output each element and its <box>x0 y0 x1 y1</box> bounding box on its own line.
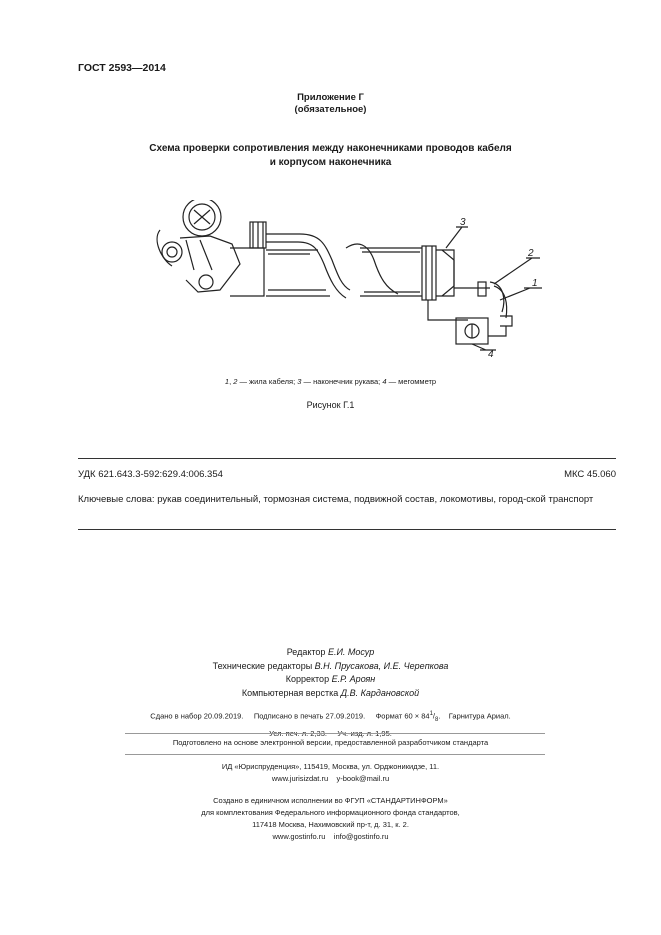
publisher-block <box>0 761 661 785</box>
callout-4: 4 <box>488 349 494 360</box>
tech-name: В.Н. Прусакова, И.Е. Черепкова <box>314 660 449 671</box>
print-format-den: 8 <box>435 717 439 723</box>
legend-sep: , <box>229 377 234 386</box>
editor-name: Е.И. Мосур <box>327 647 375 657</box>
layout-label: Компьютерная верстка <box>241 687 341 698</box>
divider-bottom <box>78 529 616 530</box>
corrector-name: Е.Р. Ароян <box>331 674 376 684</box>
divider-print <box>125 733 545 734</box>
publisher-email-link[interactable]: y-book@mail.ru <box>336 774 390 783</box>
credit-corrector <box>0 673 661 687</box>
credit-tech-editors <box>0 660 661 674</box>
creator-email-link[interactable]: info@gostinfo.ru <box>333 832 389 841</box>
legend-num-2: 2 <box>233 377 238 386</box>
test-circuit-drawing <box>428 282 512 344</box>
creator-block <box>0 795 661 843</box>
print-date-signed: Подписано в печать 27.09.2019. <box>253 711 366 721</box>
scheme-title <box>0 142 661 170</box>
print-font: Гарнитура Ариал. <box>448 711 511 721</box>
divider-top <box>78 458 616 459</box>
callout-1: 1 <box>532 278 538 289</box>
legend-text-2: — наконечник рукава; <box>301 377 383 386</box>
document-code: ГОСТ 2593—2014 <box>78 62 166 74</box>
publisher-site-link[interactable]: www.jurisizdat.ru <box>271 774 329 783</box>
scheme-title-line1: Схема проверки сопротивления между наконечниками проводов кабеля <box>149 143 512 154</box>
tech-label: Технические редакторы <box>212 660 315 671</box>
scheme-title-line2: и корпусом наконечника <box>269 157 392 168</box>
legend-num-1: 1 <box>224 377 230 386</box>
coupling-head-drawing <box>157 200 266 292</box>
mks-code: МКС 45.060 <box>564 469 616 480</box>
prepared-note: Подготовлено на основе электронной версии, предоставленной разработчиком стандарта <box>172 738 489 747</box>
credit-layout <box>0 687 661 701</box>
legend-num-4: 4 <box>382 377 387 386</box>
legend-text-1: — жила кабеля; <box>237 377 298 386</box>
print-format-num: 1 <box>429 711 433 717</box>
creator-site-link[interactable]: www.gostinfo.ru <box>272 832 326 841</box>
print-edit-sheets: Уч.-изд. л. 1,95. <box>337 729 392 738</box>
print-format-end: . <box>438 711 441 721</box>
udk-code: УДК 621.643.3-592:629.4:006.354 <box>78 469 223 480</box>
callout-3: 3 <box>460 217 466 228</box>
credits-block <box>0 646 661 700</box>
credit-editor <box>0 646 661 660</box>
creator-line-1: Создано в единичном исполнении во ФГУП «СТАНДАРТИНФОРМ» <box>213 796 448 805</box>
print-line-1: Сдано в набор 20.09.2019. Подписано в печать 27.09.2019. Формат $60 \times 84^1/_8$. Гарнитура Ариал. <box>150 711 511 723</box>
layout-name: Д.В. Кардановской <box>340 687 420 698</box>
creator-line-3: 117418 Москва, Нахимовский пр-т, д. 31, к. 2. <box>252 820 409 829</box>
print-format: Формат 60 × 84 <box>375 711 430 721</box>
print-date-set: Сдано в набор 20.09.2019. <box>150 711 244 721</box>
creator-line-2: для комплектования Федерального информационного фонда стандартов, <box>201 808 460 817</box>
hose-test-diagram <box>150 200 550 370</box>
print-sheets: Усл. печ. л. 2,33. <box>269 729 327 738</box>
figure-legend <box>0 377 661 386</box>
print-info <box>0 707 661 741</box>
publisher-address: ИД «Юриспруденция», 115419, Москва, ул. Орджоникидзе, 11. <box>221 762 440 771</box>
hose-body-drawing <box>230 234 454 300</box>
editor-label: Редактор <box>286 647 328 657</box>
keywords: Ключевые слова: рукав соединительный, тормозная система, подвижной состав, локомотивы, город-ской транспорт <box>78 494 594 505</box>
legend-text-3: — мегомметр <box>386 377 437 386</box>
figure-caption: Рисунок Г.1 <box>306 400 355 410</box>
appendix-title: Приложение Г <box>297 92 364 103</box>
callout-2: 2 <box>528 248 534 259</box>
divider-prepared <box>125 754 545 755</box>
creator-contacts <box>0 831 661 843</box>
corrector-label: Корректор <box>285 674 332 684</box>
publisher-contacts <box>0 773 661 785</box>
appendix-subtitle: (обязательное) <box>294 104 367 115</box>
legend-num-3: 3 <box>297 377 302 386</box>
